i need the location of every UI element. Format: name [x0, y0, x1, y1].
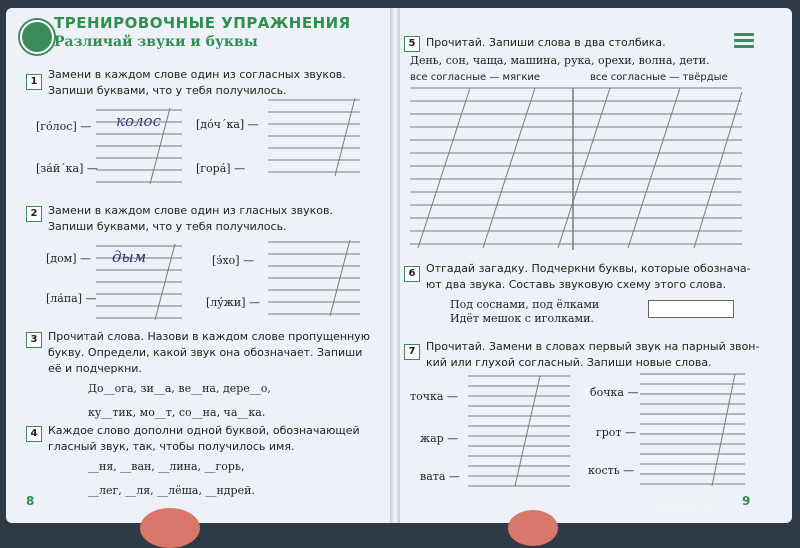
exercise-2-instruction-2: Запиши буквами, что у тебя получилось. [48, 220, 287, 233]
exercise-5-column-hard: все согласные — твёрдые [590, 72, 728, 83]
exercise-2-word-3: [ла́па] — [46, 292, 97, 305]
exercise-7-word-1: точка — [410, 390, 458, 403]
riddle-line-1: Под соснами, под ёлками [450, 298, 600, 311]
exercise-2-word-4: [лу́жи] — [206, 296, 260, 309]
exercise-1-number: 1 [26, 74, 42, 90]
exercise-1-word-3: [за́й´ка] — [36, 162, 98, 175]
exercise-1-word-2: [до́ч´ка] — [196, 118, 259, 131]
exercise-5-instruction: Прочитай. Запиши слова в два столбика. [426, 36, 666, 49]
exercise-2-word-1: [дом] — [46, 252, 92, 265]
exercise-3-instruction-2: букву. Определи, какой звук она обозначает. Запиши [48, 346, 363, 359]
exercise-7-instruction-1: Прочитай. Замени в словах первый звук на парный звон- [426, 340, 760, 353]
exercise-1-instruction-1: Замени в каждом слове один из согласных звуков. [48, 68, 346, 81]
exercise-6-instruction-1: Отгадай загадку. Подчеркни буквы, которые обозначa- [426, 262, 751, 275]
exercise-5-number: 5 [404, 36, 420, 52]
exercise-7-word-3: жар — [420, 432, 459, 445]
section-subtitle: Различай звуки и буквы [54, 34, 258, 50]
finger-left [140, 508, 200, 548]
exercise-3-words-row-1: До__ога, зи__а, ве__на, дере__о, [88, 382, 271, 395]
exercise-4-number: 4 [26, 426, 42, 442]
section-marker-icon [734, 33, 754, 51]
exercise-7-word-6: кость — [588, 464, 635, 477]
exercise-4-instruction-2: гласный звук, так, чтобы получилось имя. [48, 440, 295, 453]
exercise-2-word-2: [э́хо] — [212, 254, 255, 267]
riddle-line-2: Идёт мешок с иголками. [450, 312, 594, 325]
exercise-3-number: 3 [26, 332, 42, 348]
exercise-2-handwritten-answer: дым [112, 248, 147, 266]
exercise-2-number: 2 [26, 206, 42, 222]
exercise-2-instruction-1: Замени в каждом слове один из гласных звуков. [48, 204, 334, 217]
exercise-4-instruction-1: Каждое слово дополни одной буквой, обозначающей [48, 424, 360, 437]
exercise-6-instruction-2: ют два звука. Составь звуковую схему этого слова. [426, 278, 727, 291]
exercise-1-handwritten-answer: колос [116, 112, 161, 130]
exercise-3-instruction-3: её и подчеркни. [48, 362, 142, 375]
exercise-7-word-2: бочка — [590, 386, 639, 399]
exercise-7-word-5: вата — [420, 470, 460, 483]
exercise-4-names-row-2: __лег, __ля, __лёша, __ндрей. [88, 484, 255, 497]
section-title: ТРЕНИРОВОЧНЫЕ УПРАЖНЕНИЯ [54, 14, 351, 32]
exercise-7-word-4: грот — [596, 426, 637, 439]
exercise-1-instruction-2: Запиши буквами, что у тебя получилось. [48, 84, 287, 97]
exercise-5-column-soft: все согласные — мягкие [410, 72, 541, 83]
sound-scheme-box[interactable] [648, 300, 734, 318]
exercise-3-words-row-2: ку__тик, мо__т, со__на, ча__ка. [88, 406, 266, 419]
watermark: labirint.ru [652, 500, 716, 515]
exercise-3-instruction-1: Прочитай слова. Назови в каждом слове пропущенную [48, 330, 371, 343]
exercise-6-number: 6 [404, 266, 420, 282]
right-page-number: 9 [742, 494, 751, 508]
left-page-number: 8 [26, 494, 35, 508]
exercise-4-names-row-1: __ня, __ван, __лина, __горь, [88, 460, 245, 473]
exercise-1-word-4: [гора́] — [196, 162, 246, 175]
exercise-7-instruction-2: кий или глухой согласный. Запиши новые слова. [426, 356, 712, 369]
exercise-7-number: 7 [404, 344, 420, 360]
finger-right [508, 510, 558, 546]
exercise-5-words: День, сон, чаща, машина, рука, орехи, волна, дети. [410, 54, 710, 67]
exercise-1-word-1: [го́лос] — [36, 120, 92, 133]
